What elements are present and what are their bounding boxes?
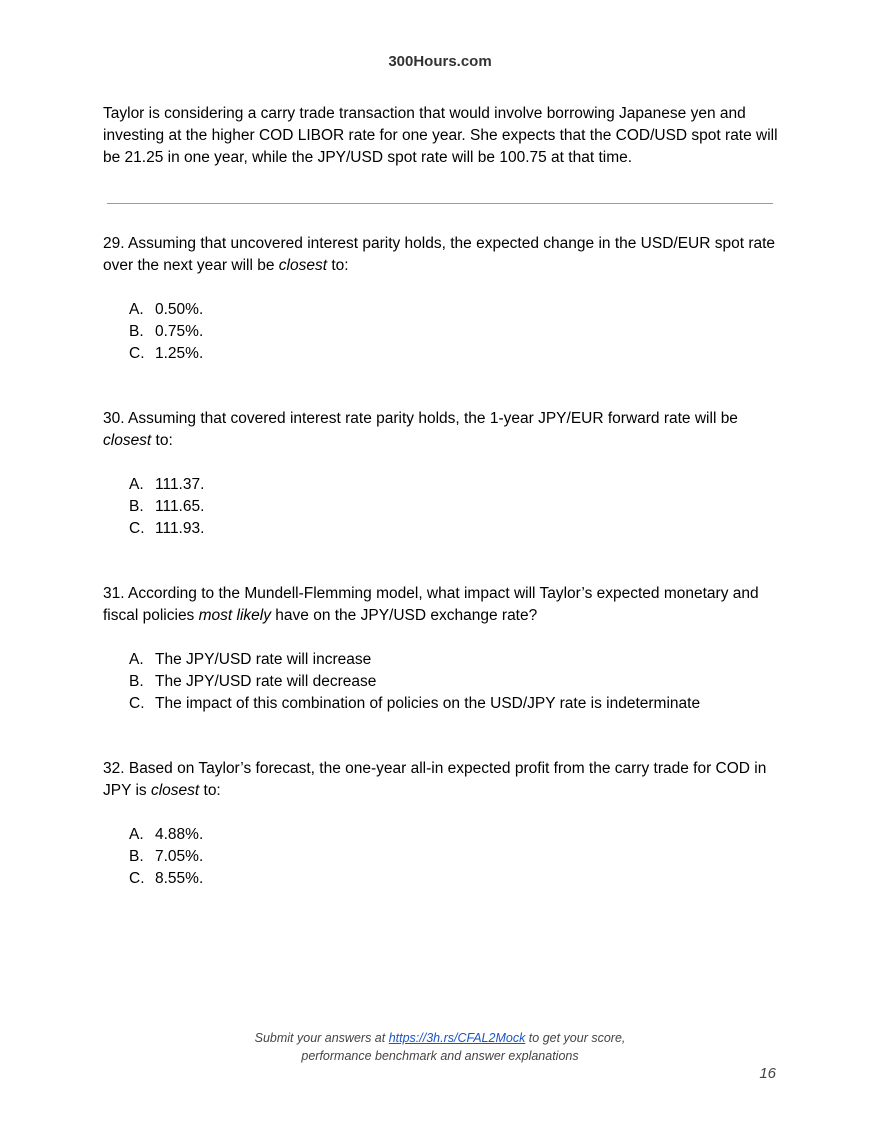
stem-emphasis: closest <box>278 257 328 274</box>
case-intro-paragraph: Taylor is considering a carry trade transaction that would involve borrowing Japanese yen and investing at the higher COD LIBOR rate for one year. She expects that the COD/USD spot rate will be 21.25 in one year, while the JPY/USD spot rate will be 100.75 at that time. <box>103 105 778 166</box>
option-text: 4.88%. <box>155 826 204 843</box>
footer-line-1 <box>0 1029 880 1047</box>
answer-option-c <box>103 343 783 365</box>
stem-text-end: have on the JPY/USD exchange rate? <box>270 607 538 624</box>
option-text: The JPY/USD rate will decrease <box>155 673 377 690</box>
option-text: 0.50%. <box>155 301 204 318</box>
question-stem <box>103 408 783 452</box>
option-text: 111.93. <box>155 520 205 537</box>
page-number: 16 <box>759 1065 776 1082</box>
footer-text-end: to get your score, <box>525 1031 626 1045</box>
stem-text: 29. Assuming that uncovered interest parity holds, the expected change in the USD/EUR spot rate over the next year will be <box>103 235 776 274</box>
option-text: The JPY/USD rate will increase <box>155 651 372 668</box>
stem-emphasis: closest <box>103 432 152 449</box>
stem-text-end: to: <box>151 432 173 449</box>
answer-options <box>103 649 783 715</box>
page-footer <box>0 1029 880 1065</box>
answer-options <box>103 299 783 365</box>
option-letter: A. <box>129 826 144 843</box>
option-text: 1.25%. <box>155 345 204 362</box>
answer-option-b <box>103 846 783 868</box>
stem-text: 32. Based on Taylor’s forecast, the one-year all-in expected profit from the carry trade for COD in JPY is <box>103 760 767 799</box>
submit-answers-link[interactable]: https://3h.rs/CFAL2Mock <box>388 1031 526 1045</box>
answer-option-b <box>103 671 783 693</box>
option-letter: A. <box>129 476 144 493</box>
option-letter: A. <box>129 301 144 318</box>
stem-text-end: to: <box>327 257 349 274</box>
option-letter: B. <box>129 323 144 340</box>
option-letter: B. <box>129 848 144 865</box>
page-header-site-name: 300Hours.com <box>388 53 492 70</box>
question-31 <box>103 583 783 715</box>
question-32 <box>103 758 783 890</box>
option-text: 8.55%. <box>155 870 204 887</box>
section-divider <box>107 203 773 204</box>
option-text: 7.05%. <box>155 848 204 865</box>
stem-emphasis: closest <box>150 782 200 799</box>
option-letter: C. <box>129 870 145 887</box>
answer-option-b <box>103 496 783 518</box>
question-stem <box>103 233 783 277</box>
footer-line-2: performance benchmark and answer explanations <box>301 1049 579 1063</box>
option-text: 0.75%. <box>155 323 204 340</box>
stem-text: 30. Assuming that covered interest rate parity holds, the 1-year JPY/EUR forward rate will be <box>103 410 738 427</box>
option-text: 111.65. <box>155 498 205 515</box>
stem-text: 31. According to the Mundell-Flemming model, what impact will Taylor’s expected monetary and fiscal policies <box>103 585 759 624</box>
option-letter: A. <box>129 651 144 668</box>
answer-option-b <box>103 321 783 343</box>
option-letter: B. <box>129 673 144 690</box>
answer-option-a <box>103 474 783 496</box>
stem-text-end: to: <box>199 782 221 799</box>
answer-option-c <box>103 693 783 715</box>
answer-options <box>103 474 783 540</box>
question-stem <box>103 758 783 802</box>
option-letter: B. <box>129 498 144 515</box>
footer-text: Submit your answers at <box>254 1031 389 1045</box>
question-stem <box>103 583 783 627</box>
option-letter: C. <box>129 695 145 712</box>
option-letter: C. <box>129 520 145 537</box>
answer-option-c <box>103 518 783 540</box>
answer-option-a <box>103 299 783 321</box>
question-30 <box>103 408 783 540</box>
option-letter: C. <box>129 345 145 362</box>
answer-options <box>103 824 783 890</box>
question-29 <box>103 233 783 365</box>
option-text: 111.37. <box>155 476 205 493</box>
option-text: The impact of this combination of policies on the USD/JPY rate is indeterminate <box>155 695 701 712</box>
answer-option-c <box>103 868 783 890</box>
answer-option-a <box>103 649 783 671</box>
answer-option-a <box>103 824 783 846</box>
stem-emphasis: most likely <box>198 607 271 624</box>
